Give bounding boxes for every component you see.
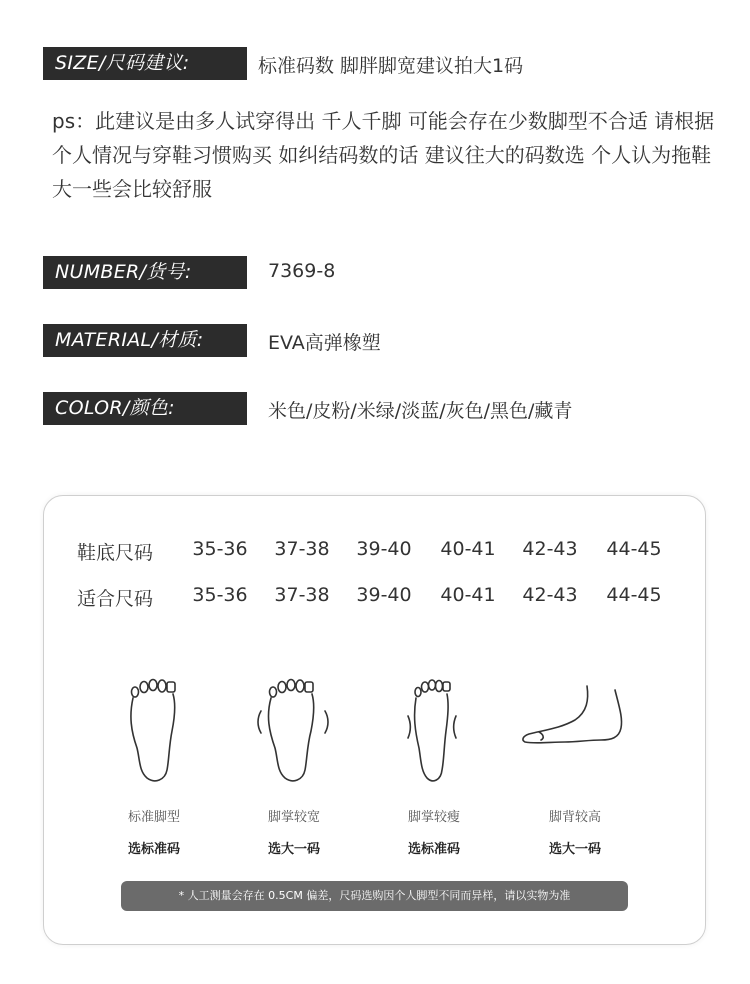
wide-foot-icon	[254, 676, 334, 786]
size-cell: 35-36	[192, 538, 248, 560]
size-cell: 37-38	[274, 584, 330, 606]
number-label: NUMBER/货号:	[43, 256, 247, 289]
size-cell: 42-43	[522, 584, 578, 606]
size-cell: 39-40	[356, 538, 412, 560]
size-guide-card	[43, 495, 706, 945]
size-cell: 39-40	[356, 584, 412, 606]
size-cell: 35-36	[192, 584, 248, 606]
foot-type-label: 标准脚型	[127, 810, 180, 825]
color-options: 米色/皮粉/米绿/淡蓝/灰色/黑色/藏青	[268, 400, 573, 422]
color-label: COLOR/颜色:	[43, 392, 247, 425]
size-cell: 44-45	[606, 538, 662, 560]
high-instep-foot-icon	[515, 676, 635, 786]
standard-foot-icon	[119, 676, 189, 786]
foot-type-label: 脚背较高	[548, 810, 601, 825]
row-label: 鞋底尺码	[77, 542, 154, 564]
foot-type-label: 脚掌较瘦	[407, 810, 460, 825]
foot-type-standard	[89, 676, 219, 857]
size-cell: 37-38	[274, 538, 330, 560]
size-cell: 42-43	[522, 538, 578, 560]
material-value: EVA高弹橡塑	[268, 332, 381, 354]
measurement-note: * 人工测量会存在 0.5CM 偏差，尺码选购因个人脚型不同而异样，请以实物为准	[121, 881, 628, 911]
ps-note: ps：此建议是由多人试穿得出 千人千脚 可能会存在少数脚型不合适 请根据个人情况与穿鞋习惯购买 如纠结码数的话 建议往大的码数选 个人认为拖鞋大一些会比较舒服	[52, 109, 715, 201]
size-cell: 44-45	[606, 584, 662, 606]
foot-type-label: 脚掌较宽	[267, 810, 320, 825]
foot-recommendation: 选标准码	[407, 842, 460, 857]
item-number: 7369-8	[268, 260, 336, 282]
foot-type-high-instep	[510, 676, 640, 857]
size-cell: 40-41	[440, 584, 496, 606]
row-label: 适合尺码	[77, 588, 154, 610]
foot-type-narrow	[369, 676, 499, 857]
foot-recommendation: 选大一码	[267, 842, 320, 857]
size-label: SIZE/尺码建议:	[43, 47, 247, 80]
foot-recommendation: 选大一码	[548, 842, 601, 857]
foot-type-wide	[229, 676, 359, 857]
size-cell: 40-41	[440, 538, 496, 560]
material-label: MATERIAL/材质:	[43, 324, 247, 357]
foot-recommendation: 选标准码	[127, 842, 180, 857]
narrow-foot-icon	[394, 676, 474, 786]
size-advice: 标准码数 脚胖脚宽建议拍大1码	[258, 55, 524, 77]
